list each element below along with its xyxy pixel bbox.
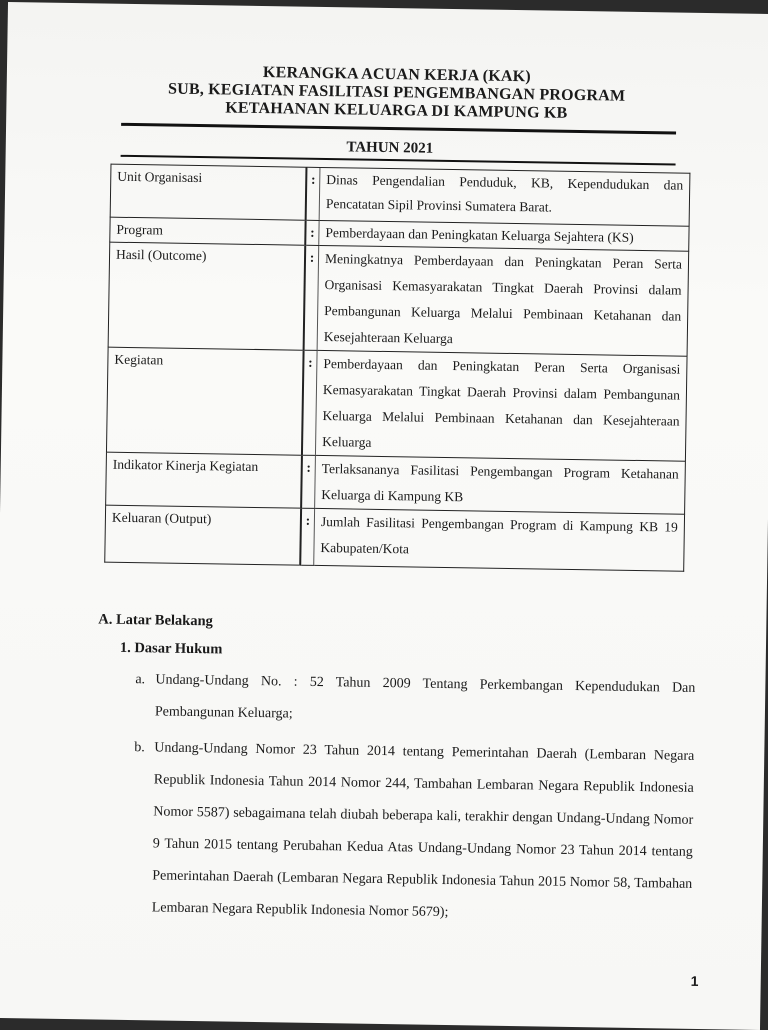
list-item [135, 664, 696, 736]
info-table [104, 164, 690, 572]
list-item-text: Undang-Undang No. : 52 Tahun 2009 Tentang Perkembangan Kependudukan Dan Pembangunan Keluarga; [154, 672, 696, 722]
page-number: 1 [690, 972, 699, 989]
row-value: Dinas Pengendalian Penduduk, KB, Kependudukan dan Pencatatan Sipil Provinsi Sumatera Barat. [319, 167, 690, 226]
list-marker: b. [134, 740, 145, 756]
table-row [110, 164, 690, 226]
table-row [106, 347, 687, 461]
document-title [106, 62, 687, 125]
title-underline-thick [121, 123, 676, 135]
row-colon: : [304, 245, 319, 350]
row-label: Keluaran (Output) [105, 505, 301, 565]
section-heading: A. Latar Belakang [98, 611, 213, 630]
row-label: Unit Organisasi [110, 164, 306, 220]
row-value: Pemberdayaan dan Peningkatan Keluarga Sejahtera (KS) [319, 220, 689, 251]
row-value: Terlaksananya Fasilitasi Pengembangan Program Ketahanan Keluarga di Kampung KB [315, 455, 686, 514]
row-colon: : [300, 508, 314, 565]
title-line-3: KETAHANAN KELUARGA DI KAMPUNG KB [225, 99, 568, 122]
row-colon: : [305, 220, 319, 245]
row-value: Meningkatnya Pemberdayaan dan Peningkatan Peran Serta Organisasi Kemasyarakatan Tingkat Daerah Provinsi dalam Pembangunan Keluarga Melalui Pembinaan Ketahanan dan Kesejahteraan Keluarga [317, 245, 689, 356]
row-value: Pemberdayaan dan Peningkatan Peran Serta Organisasi Kemasyarakatan Tingkat Daerah Provinsi dalam Pembangunan Keluarga Melalui Pembinaan Ketahanan dan Kesejahteraan Keluarga [315, 350, 687, 461]
list-marker: a. [135, 672, 146, 688]
row-label: Program [110, 217, 306, 245]
table-row [105, 505, 685, 571]
table-row [106, 452, 686, 514]
list-item [134, 732, 695, 932]
document-page [0, 2, 768, 1030]
row-value: Jumlah Fasilitasi Pengembangan Program di Kampung KB 19 Kabupaten/Kota [314, 508, 685, 571]
title-year: TAHUN 2021 [346, 139, 434, 157]
list-item-text: Undang-Undang Nomor 23 Tahun 2014 tentang Pemerintahan Daerah (Lembaran Negara Republik Indonesia Tahun 2014 Nomor 244, Tambahan Lembaran Negara Republik Indonesia Nomor 5587) sebagaimana telah diubah beberapa kali, terakhir dengan Undang-Undang Nomor 9 Tahun 2015 tentang Perubahan Kedua Atas Undang-Undang Nomor 23 Tahun 2014 tentang Pemerintahan Daerah (Lembaran Negara Republik Indonesia Tahun 2015 Nomor 58, Tambahan Lembaran Negara Republik Indonesia Nomor 5679); [151, 740, 695, 921]
row-colon: : [301, 455, 315, 508]
subsection-heading: 1. Dasar Hukum [119, 639, 223, 658]
title-line-2: SUB, KEGIATAN FASILITASI PENGEMBANGAN PROGRAM [167, 80, 626, 105]
row-colon: : [306, 167, 320, 220]
row-label: Indikator Kinerja Kegiatan [106, 452, 302, 508]
table-row [108, 242, 689, 356]
row-colon: : [302, 350, 317, 455]
title-line-1: KERANGKA ACUAN KERJA (KAK) [262, 64, 531, 86]
row-label: Hasil (Outcome) [108, 242, 305, 350]
row-label: Kegiatan [106, 347, 303, 455]
